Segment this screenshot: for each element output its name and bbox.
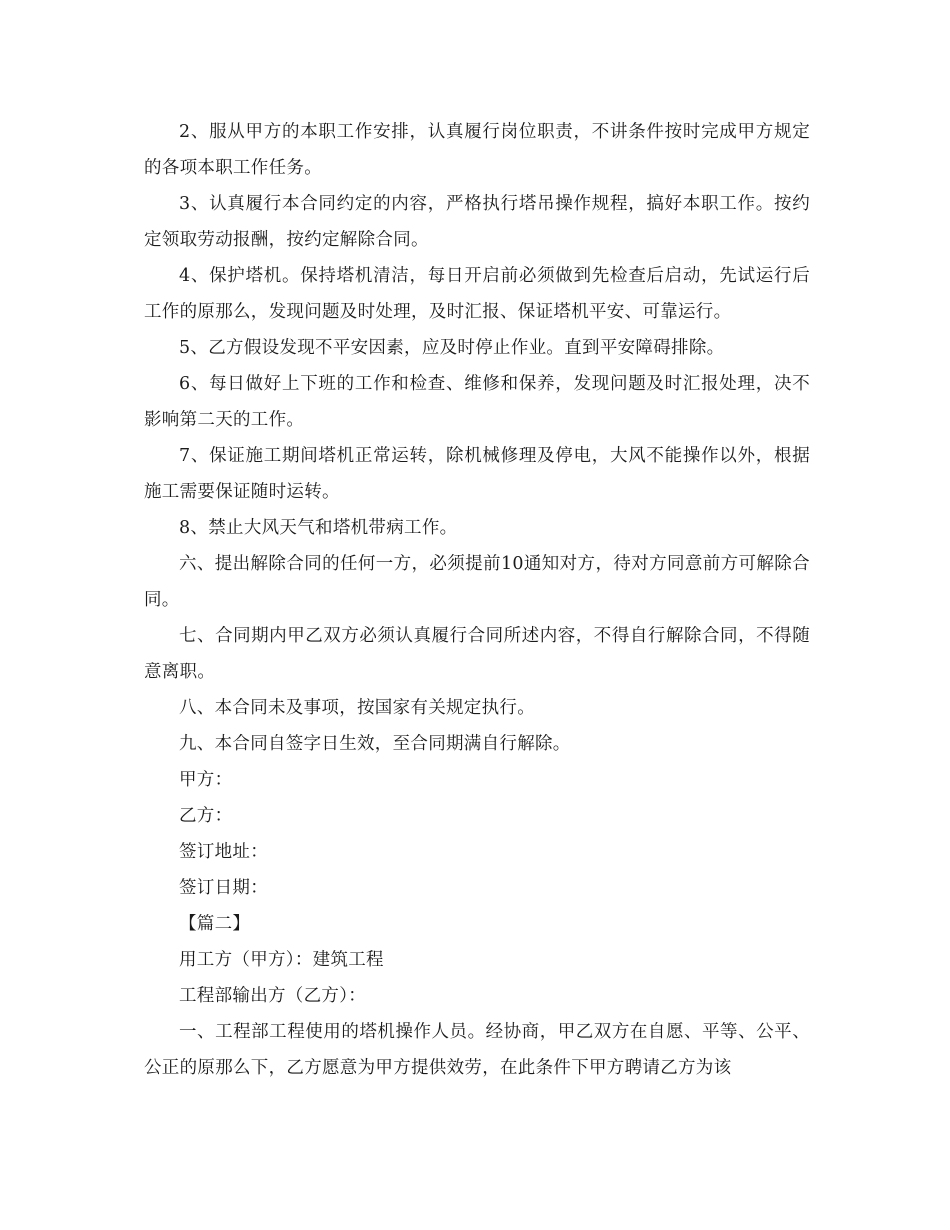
clause-5-safety-hazard: 5、乙方假设发现不平安因素，应及时停止作业。直到平安障碍排除。 [179,338,725,358]
section-8-unmentioned-matters: 八、本合同未及事项，按国家有关规定执行。 [179,698,535,718]
section-6-termination-notice: 六、提出解除合同的任何一方，必须提前10通知对方，待对方同意前方可解除合同。 [144,554,810,610]
clause-4-protect-crane: 4、保护塔机。保持塔机清洁，每日开启前必须做到先检查后启动，先试运行后工作的原那么，发现问题及时处理，及时汇报、保证塔机平安、可靠运行。 [144,266,810,322]
party-b-signature-label: 乙方： [179,806,233,826]
signing-address-label: 签订地址： [179,842,268,862]
section-heading-part-two: 【篇二】 [179,914,251,934]
party-a-signature-label: 甲方： [179,770,233,790]
section-9-effective-date: 九、本合同自签字日生效，至合同期满自行解除。 [179,734,571,754]
clause-8-prohibition: 8、禁止大风天气和塔机带病工作。 [179,518,458,538]
signing-date-label: 签订日期： [179,878,268,898]
clause-2-obey-arrangement: 2、服从甲方的本职工作安排，认真履行岗位职责，不讲条件按时完成甲方规定的各项本职工作任务。 [144,122,810,178]
clause-3-fulfill-contract: 3、认真履行本合同约定的内容，严格执行塔吊操作规程，搞好本职工作。按约定领取劳动报酬，按约定解除合同。 [144,194,810,250]
contract-body [144,114,810,1086]
clause-6-daily-maintenance: 6、每日做好上下班的工作和检查、维修和保养，发现问题及时汇报处理，决不影响第二天的工作。 [144,374,810,430]
section-1-crane-operators: 一、工程部工程使用的塔机操作人员。经协商，甲乙双方在自愿、平等、公平、公正的原那么下，乙方愿意为甲方提供效劳，在此条件下甲方聘请乙方为该 [144,1022,810,1078]
provider-party-b: 工程部输出方（乙方）： [179,986,367,1006]
employer-party-a: 用工方（甲方）：建筑工程 [179,950,384,970]
clause-7-normal-operation: 7、保证施工期间塔机正常运转，除机械修理及停电，大风不能操作以外，根据施工需要保证随时运转。 [144,446,810,502]
section-7-no-unilateral-termination: 七、合同期内甲乙双方必须认真履行合同所述内容，不得自行解除合同，不得随意离职。 [144,626,810,682]
